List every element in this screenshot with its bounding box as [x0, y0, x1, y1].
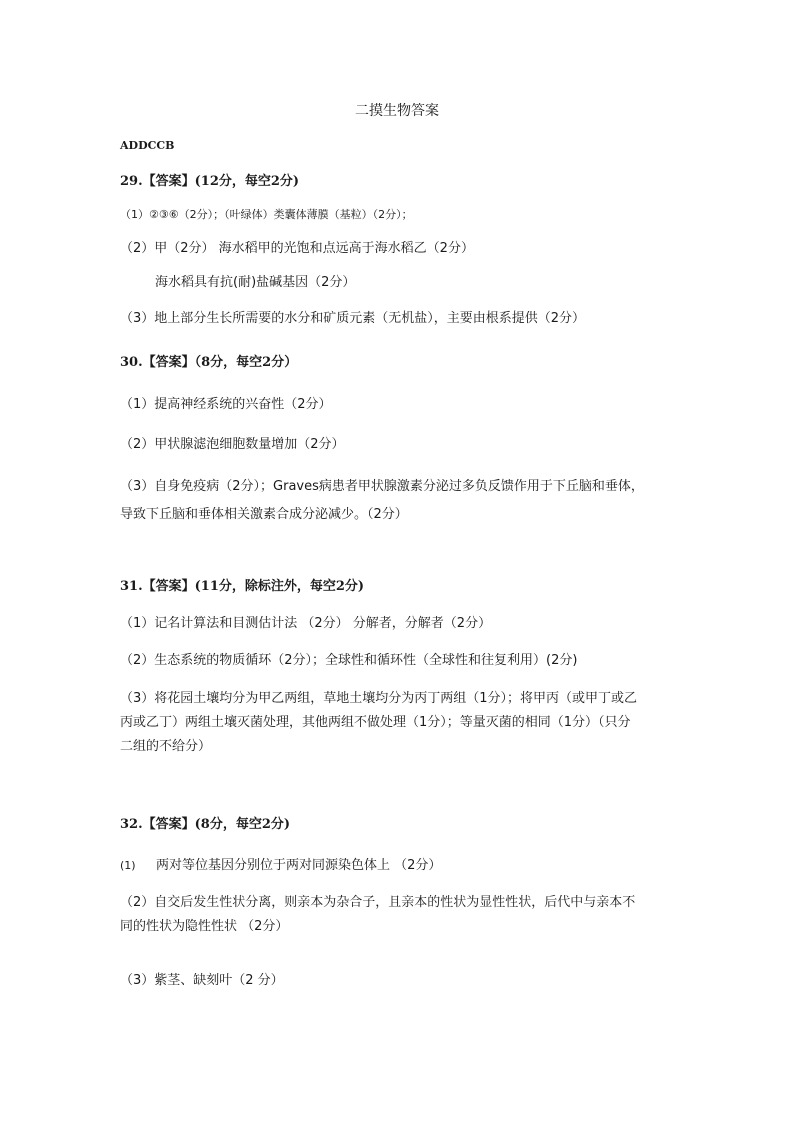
q29-answer-2: （2）甲（2分） 海水稻甲的光饱和点远高于海水稻乙（2分） [120, 241, 474, 256]
q32-answer-1-text: 两对等位基因分别位于两对同源染色体上 （2分） [156, 858, 442, 873]
multiple-choice-answers: ADDCCB [120, 139, 175, 152]
q32-answer-2: （2）自交后发生性状分离，则亲本为杂合子，且亲本的性状为显性性状，后代中与亲本不 [120, 895, 636, 910]
q29-answer-3: （3）地上部分生长所需要的水分和矿质元素（无机盐），主要由根系提供（2分） [120, 311, 586, 326]
q30-answer-1: （1）提高神经系统的兴奋性（2分） [120, 397, 332, 412]
q30-answer-3: （3）自身免疫病（2分）；Graves病患者甲状腺激素分泌过多负反馈作用于下丘脑和垂体， [120, 479, 644, 494]
q32-answer-1 [120, 857, 441, 875]
q32-header: 32.【答案】(8分，每空2分) [120, 817, 291, 832]
q30-answer-3-cont: 导致下丘脑和垂体相关激素合成分泌减少。（2分） [120, 507, 408, 522]
q29-answer-2b: 海水稻具有抗(耐)盐碱基因（2分） [155, 275, 356, 290]
q29-header: 29.【答案】(12分，每空2分) [120, 174, 300, 189]
q31-answer-3: （3）将花园土壤均分为甲乙两组，草地土壤均分为丙丁两组（1分）；将甲丙（或甲丁或乙 [120, 691, 638, 706]
q32-answer-3: （3）紫茎、缺刻叶（2 分） [120, 973, 284, 988]
q30-answer-2: （2）甲状腺滤泡细胞数量增加（2分） [120, 437, 345, 452]
q29-answer-1: （1）②③⑥（2分）；（叶绿体）类囊体薄膜（基粒）（2分）； [120, 208, 413, 221]
q31-header: 31.【答案】(11分，除标注外，每空2分) [120, 579, 365, 594]
q31-answer-3-cont2: 二组的不给分） [120, 739, 212, 754]
q31-answer-1: （1）记名计算法和目测估计法 （2分） 分解者，分解者（2分） [120, 616, 492, 631]
q30-header: 30.【答案】（8分，每空2分） [120, 355, 298, 370]
q31-answer-2: （2）生态系统的物质循环（2分）；全球性和循环性（全球性和往复利用）(2分) [120, 653, 578, 668]
q32-answer-2-cont: 同的性状为隐性性状 （2分） [120, 919, 289, 934]
q31-answer-3-cont1: 丙或乙丁）两组土壤灭菌处理，其他两组不做处理（1分）；等量灭菌的相同（1分）（只分 [120, 715, 631, 730]
document-title: 二摸生物答案 [355, 103, 439, 119]
q32-answer-1-number: (1) [120, 859, 136, 872]
